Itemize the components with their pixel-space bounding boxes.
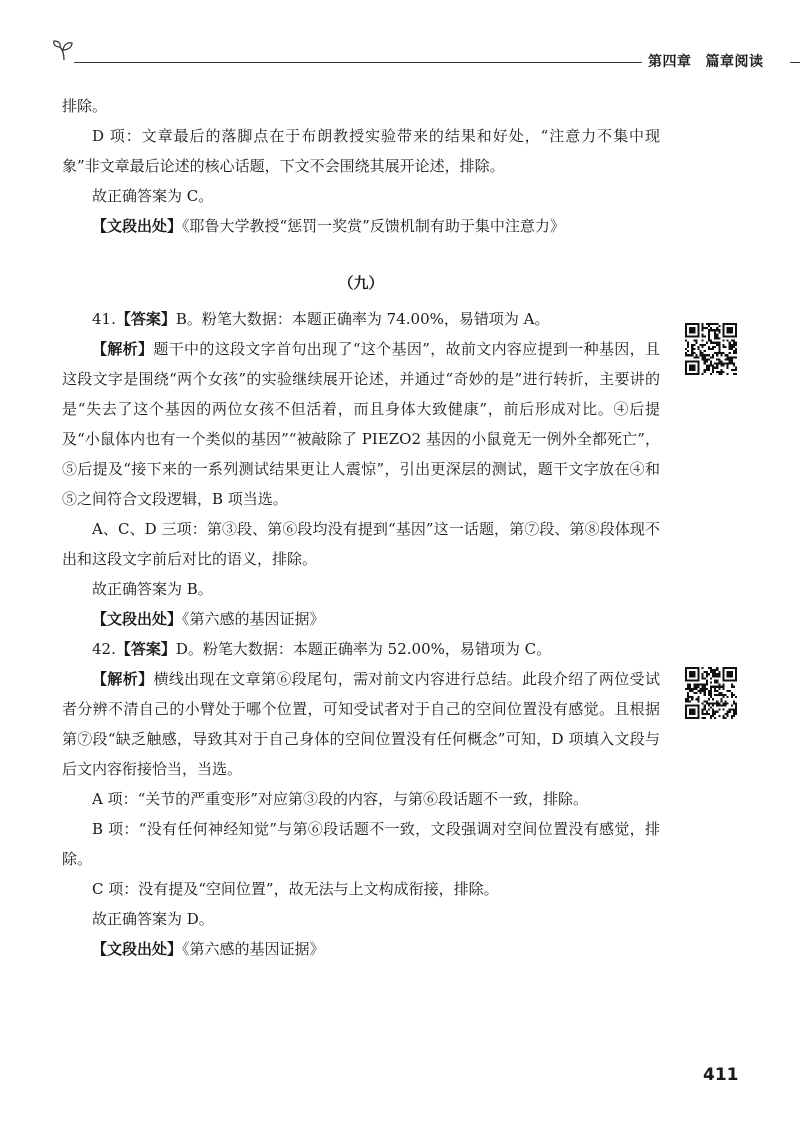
qr-code-icon[interactable] <box>685 667 737 719</box>
source-tag: 【文段出处】 <box>92 217 183 235</box>
answer-text: B。粉笔大数据：本题正确率为 74.00%，易错项为 A。 <box>175 310 550 328</box>
paragraph: D 项：文章最后的落脚点在于布朗教授实验带来的结果和好处，“注意力不集中现象”非文章最后论述的核心话题，下文不会围绕其展开论述，排除。 <box>62 127 660 175</box>
page-number: 411 <box>703 1065 739 1085</box>
paragraph: C 项：没有提及“空间位置”，故无法与上文构成衔接，排除。 <box>92 880 499 898</box>
paragraph: A、C、D 三项：第③段、第⑥段均没有提到“基因”这一话题，第⑦段、第⑧段体现不出和这段文字前后对比的语义，排除。 <box>62 520 660 568</box>
source-line <box>62 604 660 634</box>
chapter-label: 第四章 <box>648 54 692 70</box>
answer-line <box>62 304 660 334</box>
section-label: 篇章阅读 <box>705 54 764 70</box>
chapter-heading <box>648 51 764 71</box>
analysis-paragraph <box>62 334 660 514</box>
question-number: 42. <box>92 640 116 658</box>
header-rule-right <box>790 62 800 63</box>
analysis-paragraph <box>62 664 660 784</box>
conclusion: 故正确答案为 B。 <box>92 580 213 598</box>
answer-text: D。粉笔大数据：本题正确率为 52.00%，易错项为 C。 <box>175 640 552 658</box>
analysis-tag: 【解析】 <box>92 670 154 688</box>
analysis-text: 题干中的这段文字首句出现了“这个基因”，故前文内容应提到一种基因，且这段文字是围绕“两个女孩”的实验继续展开论述，并通过“奇妙的是”进行转折，主要讲的是“失去了这个基因的两位女孩不但活着，而且身体大致健康”，前后形成对比。④后提及“小鼠体内也有一个类似的基因”“被敲除了 PIEZO2 基因的小鼠竟无一例外全都死亡”，⑤后提及“接下来的一系列测试结果更让人震惊”，引出更深层的测试，题干文字放在④和⑤之间符合文段逻辑，B 项当选。 <box>62 340 660 508</box>
source-tag: 【文段出处】 <box>92 610 183 628</box>
answer-tag: 【答案】 <box>115 310 176 328</box>
paragraph: 排除。 <box>62 97 108 115</box>
analysis-text: 横线出现在文章第⑥段尾句，需对前文内容进行总结。此段介绍了两位受试者分辨不清自己的小臂处于哪个位置，可知受试者对于自己的空间位置没有感觉。且根据第⑦段“缺乏触感，导致其对于自己身体的空间位置没有任何概念”可知，D 项填入文段与后文内容衔接恰当，当选。 <box>62 670 660 778</box>
question-number: 41. <box>92 310 116 328</box>
source-line <box>62 934 660 964</box>
paragraph: 故正确答案为 C。 <box>92 187 214 205</box>
header-rule-left <box>74 62 642 63</box>
paragraph: B 项：“没有任何神经知觉”与第⑥段话题不一致，文段强调对空间位置没有感觉，排除。 <box>62 820 660 868</box>
conclusion: 故正确答案为 D。 <box>92 910 214 928</box>
source-text: 《第六感的基因证据》 <box>182 610 325 628</box>
source-tag: 【文段出处】 <box>92 940 183 958</box>
source-text: 《耶鲁大学教授“惩罚一奖赏”反馈机制有助于集中注意力》 <box>182 217 565 235</box>
analysis-tag: 【解析】 <box>92 340 154 358</box>
answer-tag: 【答案】 <box>115 640 176 658</box>
section-title: （九） <box>338 274 384 292</box>
answer-line <box>62 634 660 664</box>
source-text: 《第六感的基因证据》 <box>182 940 325 958</box>
source-line <box>62 211 660 241</box>
page-header <box>52 38 800 68</box>
page-body <box>62 91 660 964</box>
paragraph: A 项：“关节的严重变形”对应第③段的内容，与第⑥段话题不一致，排除。 <box>92 790 588 808</box>
qr-code-icon[interactable] <box>685 323 737 375</box>
